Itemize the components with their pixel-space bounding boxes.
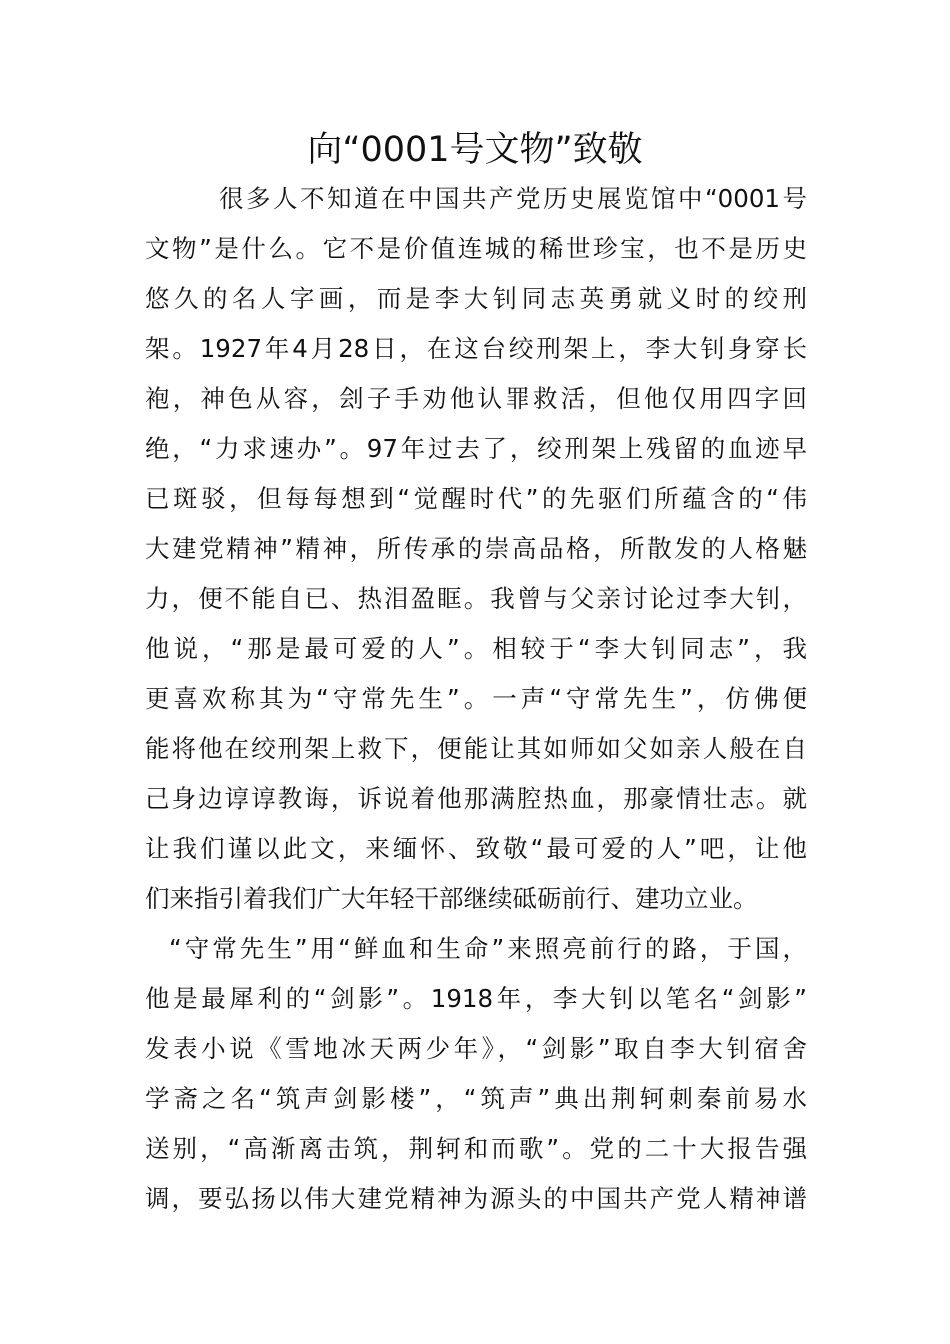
document-body: [145, 174, 807, 1224]
paragraph-line: 悠久的名人字画，而是李大钊同志英勇就义时的绞刑: [145, 284, 807, 313]
paragraph-line: 他是最犀利的“剑影”。1918年，李大钊以笔名“剑影”: [145, 984, 807, 1013]
paragraph-line: 绝，“力求速办”。97年过去了，绞刑架上残留的血迹早: [145, 434, 807, 463]
document-title: 向“0001号文物”致敬: [307, 130, 643, 170]
paragraph-line: 们来指引着我们广大年轻干部继续砥砺前行、建功立业。: [145, 884, 758, 913]
paragraph-line: 他说，“那是最可爱的人”。相较于“李大钊同志”，我: [145, 634, 807, 663]
paragraph-line: 调，要弘扬以伟大建党精神为源头的中国共产党人精神谱: [145, 1184, 807, 1213]
paragraph-line: 袍，神色从容，刽子手劝他认罪救活，但他仅用四字回: [145, 384, 807, 413]
paragraph-line: 更喜欢称其为“守常先生”。一声“守常先生”，仿佛便: [145, 684, 807, 713]
paragraph-line: 学斋之名“筑声剑影楼”，“筑声”典出荆轲刺秦前易水: [145, 1084, 807, 1113]
paragraph-line: 送别，“高渐离击筑，荆轲和而歌”。党的二十大报告强: [145, 1134, 807, 1163]
paragraph-line: 发表小说《雪地冰天两少年》，“剑影”取自李大钊宿舍: [145, 1034, 807, 1063]
paragraph-1: [145, 174, 807, 924]
paragraph-line: 能将他在绞刑架上救下，便能让其如师如父如亲人般在自: [145, 734, 807, 763]
paragraph-line: 文物”是什么。它不是价值连城的稀世珍宝，也不是历史: [145, 234, 807, 263]
paragraph-line: 力，便不能自已、热泪盈眶。我曾与父亲讨论过李大钊，: [145, 584, 807, 613]
paragraph-line: 让我们谨以此文，来缅怀、致敬“最可爱的人”吧，让他: [145, 834, 807, 863]
paragraph-line: 大建党精神”精神，所传承的崇高品格，所散发的人格魅: [145, 534, 807, 563]
paragraph-line: 很多人不知道在中国共产党历史展览馆中“0001号: [219, 184, 807, 213]
paragraph-line: 架。1927年4月28日，在这台绞刑架上，李大钊身穿长: [145, 334, 807, 363]
paragraph-2: [145, 924, 807, 1224]
paragraph-line: 已斑驳，但每每想到“觉醒时代”的先驱们所蕴含的“伟: [145, 484, 807, 513]
paragraph-line: “守常先生”用“鲜血和生命”来照亮前行的路，于国，: [169, 934, 807, 963]
paragraph-line: 己身边谆谆教诲，诉说着他那满腔热血，那豪情壮志。就: [145, 784, 807, 813]
